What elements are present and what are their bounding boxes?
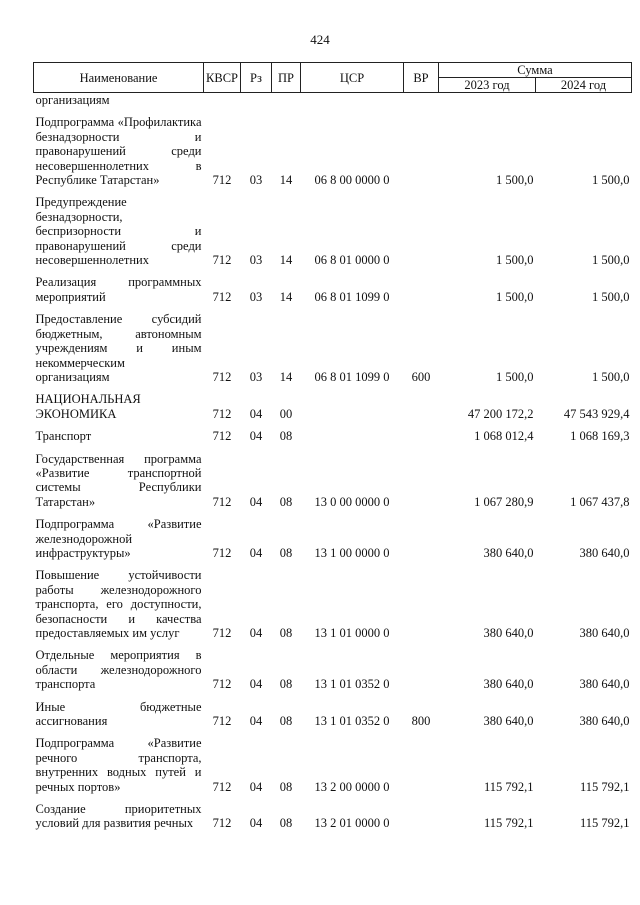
row-sum-2023: 47 200 172,2 (467, 406, 534, 421)
row-sum-2023: 380 640,0 (483, 714, 534, 729)
table-row (34, 429, 632, 444)
row-sum-2024: 1 500,0 (592, 253, 630, 268)
row-kvsr: 712 (212, 626, 232, 640)
row-csr (301, 392, 404, 422)
header-year-2023: 2023 год (439, 78, 536, 93)
row-vr (404, 115, 439, 188)
table-row (34, 648, 632, 692)
row-csr: 13 0 00 0000 0 (314, 494, 390, 509)
row-name: Отдельные мероприятия в области железнодорожного транспорта (35, 648, 202, 692)
row-sum-2024: 1 068 169,3 (570, 429, 630, 444)
row-vr (404, 736, 439, 795)
row-pr (272, 93, 301, 109)
row-rz: 04 (249, 779, 263, 794)
row-name: Транспорт (35, 429, 92, 444)
row-rz: 04 (249, 714, 263, 729)
header-pr: ПР (272, 63, 301, 93)
table-row (34, 312, 632, 385)
row-vr: 800 (411, 714, 431, 729)
budget-table (33, 62, 632, 832)
row-pr: 08 (279, 626, 293, 640)
row-sum-2023: 380 640,0 (483, 626, 534, 640)
row-name: Государственная программа «Развитие транспортной системы Республики Татарстан» (35, 451, 202, 509)
row-csr (301, 429, 404, 444)
table-body (34, 93, 632, 832)
row-sum-2024: 47 543 929,4 (563, 406, 630, 421)
row-rz: 03 (249, 173, 263, 188)
row-pr: 14 (279, 289, 293, 304)
row-vr (404, 195, 439, 268)
row-pr: 14 (279, 369, 293, 384)
row-csr: 06 8 01 0000 0 (314, 253, 390, 268)
row-vr (404, 452, 439, 511)
row-vr (404, 568, 439, 641)
row-vr (404, 392, 439, 422)
row-sum-2023: 1 500,0 (496, 253, 534, 268)
row-name: Подпрограмма «Развитие речного транспорта, внутренних водных путей и речных портов» (35, 736, 202, 794)
table-row (34, 802, 632, 832)
row-rz: 04 (249, 677, 263, 692)
row-vr (404, 648, 439, 692)
row-pr: 00 (279, 406, 293, 421)
header-rz: Рз (241, 63, 272, 93)
row-spacer-cell (34, 305, 632, 312)
row-sum-2024: 1 500,0 (592, 289, 630, 304)
row-pr: 08 (279, 779, 293, 794)
header-sum: Сумма (439, 63, 632, 78)
row-sum-2024: 1 067 437,8 (570, 494, 630, 509)
table-row (34, 195, 632, 268)
row-pr: 14 (279, 253, 293, 268)
row-sum-2024: 1 500,0 (592, 173, 630, 188)
row-spacer-cell (34, 445, 632, 452)
row-kvsr: 712 (212, 406, 232, 421)
row-rz: 04 (249, 545, 263, 560)
row-kvsr: 712 (212, 173, 232, 188)
row-vr (404, 275, 439, 305)
row-csr (301, 93, 404, 109)
row-spacer (34, 422, 632, 429)
row-kvsr: 712 (212, 545, 232, 560)
row-sum-2023: 1 500,0 (496, 369, 534, 384)
row-kvsr (204, 93, 241, 109)
row-sum-2023: 1 500,0 (496, 289, 534, 304)
row-spacer (34, 729, 632, 736)
header-kvsr: КВСР (204, 63, 241, 93)
row-kvsr: 712 (212, 779, 232, 794)
row-spacer (34, 108, 632, 115)
row-vr (404, 429, 439, 444)
row-pr: 08 (279, 677, 293, 692)
table-row (34, 115, 632, 188)
row-spacer (34, 510, 632, 517)
row-spacer-cell (34, 385, 632, 392)
table-row (34, 93, 632, 109)
row-sum-2024: 380 640,0 (579, 714, 630, 729)
row-spacer-cell (34, 108, 632, 115)
row-csr: 13 2 01 0000 0 (314, 816, 390, 831)
row-sum-2023: 380 640,0 (483, 677, 534, 692)
row-pr: 08 (279, 494, 293, 509)
row-pr: 08 (279, 714, 293, 729)
row-kvsr: 712 (212, 714, 232, 729)
row-rz: 03 (249, 369, 263, 384)
row-sum-2023: 380 640,0 (483, 545, 534, 560)
row-name: организациям (35, 93, 110, 107)
row-sum-2023 (439, 93, 536, 109)
row-kvsr: 712 (212, 289, 232, 304)
row-pr: 08 (279, 545, 293, 560)
table-row (34, 700, 632, 730)
row-rz: 04 (249, 406, 263, 421)
row-csr: 13 1 00 0000 0 (314, 545, 390, 560)
row-spacer (34, 445, 632, 452)
row-kvsr: 712 (212, 253, 232, 268)
row-vr: 600 (411, 369, 431, 384)
row-csr: 13 2 00 0000 0 (314, 779, 390, 794)
table-row (34, 568, 632, 641)
row-pr: 08 (279, 816, 293, 831)
row-sum-2023: 1 067 280,9 (474, 494, 534, 509)
row-rz: 03 (249, 253, 263, 268)
row-csr: 13 1 01 0352 0 (314, 714, 390, 729)
row-name: Предупреждение безнадзорности, беспризорности и правонарушений среди несовершеннолетних (35, 195, 202, 268)
row-name: Подпрограмма «Развитие железнодорожной инфраструктуры» (35, 517, 202, 560)
page-number: 424 (310, 32, 330, 47)
row-vr (404, 93, 439, 109)
row-spacer (34, 385, 632, 392)
row-name: Подпрограмма «Профилактика безнадзорности и правонарушений среди несовершеннолетних в Республике Татарстан» (35, 115, 202, 188)
row-sum-2023: 115 792,1 (483, 816, 534, 831)
row-spacer (34, 795, 632, 802)
row-csr: 06 8 01 1099 0 (314, 289, 390, 304)
row-kvsr: 712 (212, 677, 232, 692)
row-spacer (34, 188, 632, 195)
row-spacer-cell (34, 641, 632, 648)
row-name: Повышение устойчивости работы железнодорожного транспорта, его доступности, безопасности и качества предоставляемых им услуг (35, 568, 202, 640)
header-csr: ЦСР (301, 63, 404, 93)
table-row (34, 392, 632, 422)
row-sum-2024: 380 640,0 (579, 545, 630, 560)
row-rz (241, 93, 272, 109)
table-row (34, 452, 632, 511)
row-rz: 03 (249, 289, 263, 304)
row-spacer (34, 561, 632, 568)
row-sum-2023: 115 792,1 (483, 779, 534, 794)
row-kvsr: 712 (212, 494, 232, 509)
row-csr: 13 1 01 0352 0 (314, 677, 390, 692)
row-spacer (34, 641, 632, 648)
table-row (34, 736, 632, 795)
row-kvsr: 712 (212, 429, 232, 444)
row-spacer-cell (34, 693, 632, 700)
row-sum-2024: 380 640,0 (579, 626, 630, 640)
row-kvsr: 712 (212, 369, 232, 384)
row-spacer-cell (34, 422, 632, 429)
row-spacer-cell (34, 510, 632, 517)
row-vr (404, 802, 439, 832)
row-name: Иные бюджетные ассигнования (35, 699, 202, 729)
row-sum-2024: 115 792,1 (579, 816, 630, 831)
header-vr: ВР (404, 63, 439, 93)
table-header (34, 63, 632, 93)
table-row (34, 275, 632, 305)
row-sum-2023: 1 500,0 (496, 173, 534, 188)
row-pr: 08 (279, 429, 293, 444)
row-spacer-cell (34, 268, 632, 275)
row-spacer-cell (34, 188, 632, 195)
row-sum-2024: 380 640,0 (579, 677, 630, 692)
row-spacer-cell (34, 561, 632, 568)
row-pr: 14 (279, 173, 293, 188)
row-name: Создание приоритетных условий для развития речных (35, 802, 202, 831)
row-vr (404, 517, 439, 561)
row-sum-2023: 1 068 012,4 (474, 429, 534, 444)
row-spacer-cell (34, 729, 632, 736)
row-csr: 06 8 00 0000 0 (314, 173, 390, 188)
row-csr: 06 8 01 1099 0 (314, 369, 390, 384)
row-csr: 13 1 01 0000 0 (314, 626, 390, 640)
row-spacer (34, 305, 632, 312)
row-rz: 04 (249, 626, 263, 640)
row-spacer (34, 693, 632, 700)
row-name: НАЦИОНАЛЬНАЯ ЭКОНОМИКА (35, 392, 141, 421)
header-name: Наименование (34, 63, 204, 93)
row-spacer (34, 268, 632, 275)
row-kvsr: 712 (212, 816, 232, 831)
row-spacer-cell (34, 795, 632, 802)
table-row (34, 517, 632, 561)
row-sum-2024: 115 792,1 (579, 779, 630, 794)
row-name: Предоставление субсидий бюджетным, автономным учреждениям и иным некоммерческим организациям (35, 312, 202, 384)
header-year-2024: 2024 год (536, 78, 632, 93)
row-rz: 04 (249, 494, 263, 509)
row-name: Реализация программных мероприятий (35, 275, 202, 304)
row-sum-2024: 1 500,0 (592, 369, 630, 384)
row-rz: 04 (249, 429, 263, 444)
row-sum-2024 (536, 93, 632, 109)
row-rz: 04 (249, 816, 263, 831)
